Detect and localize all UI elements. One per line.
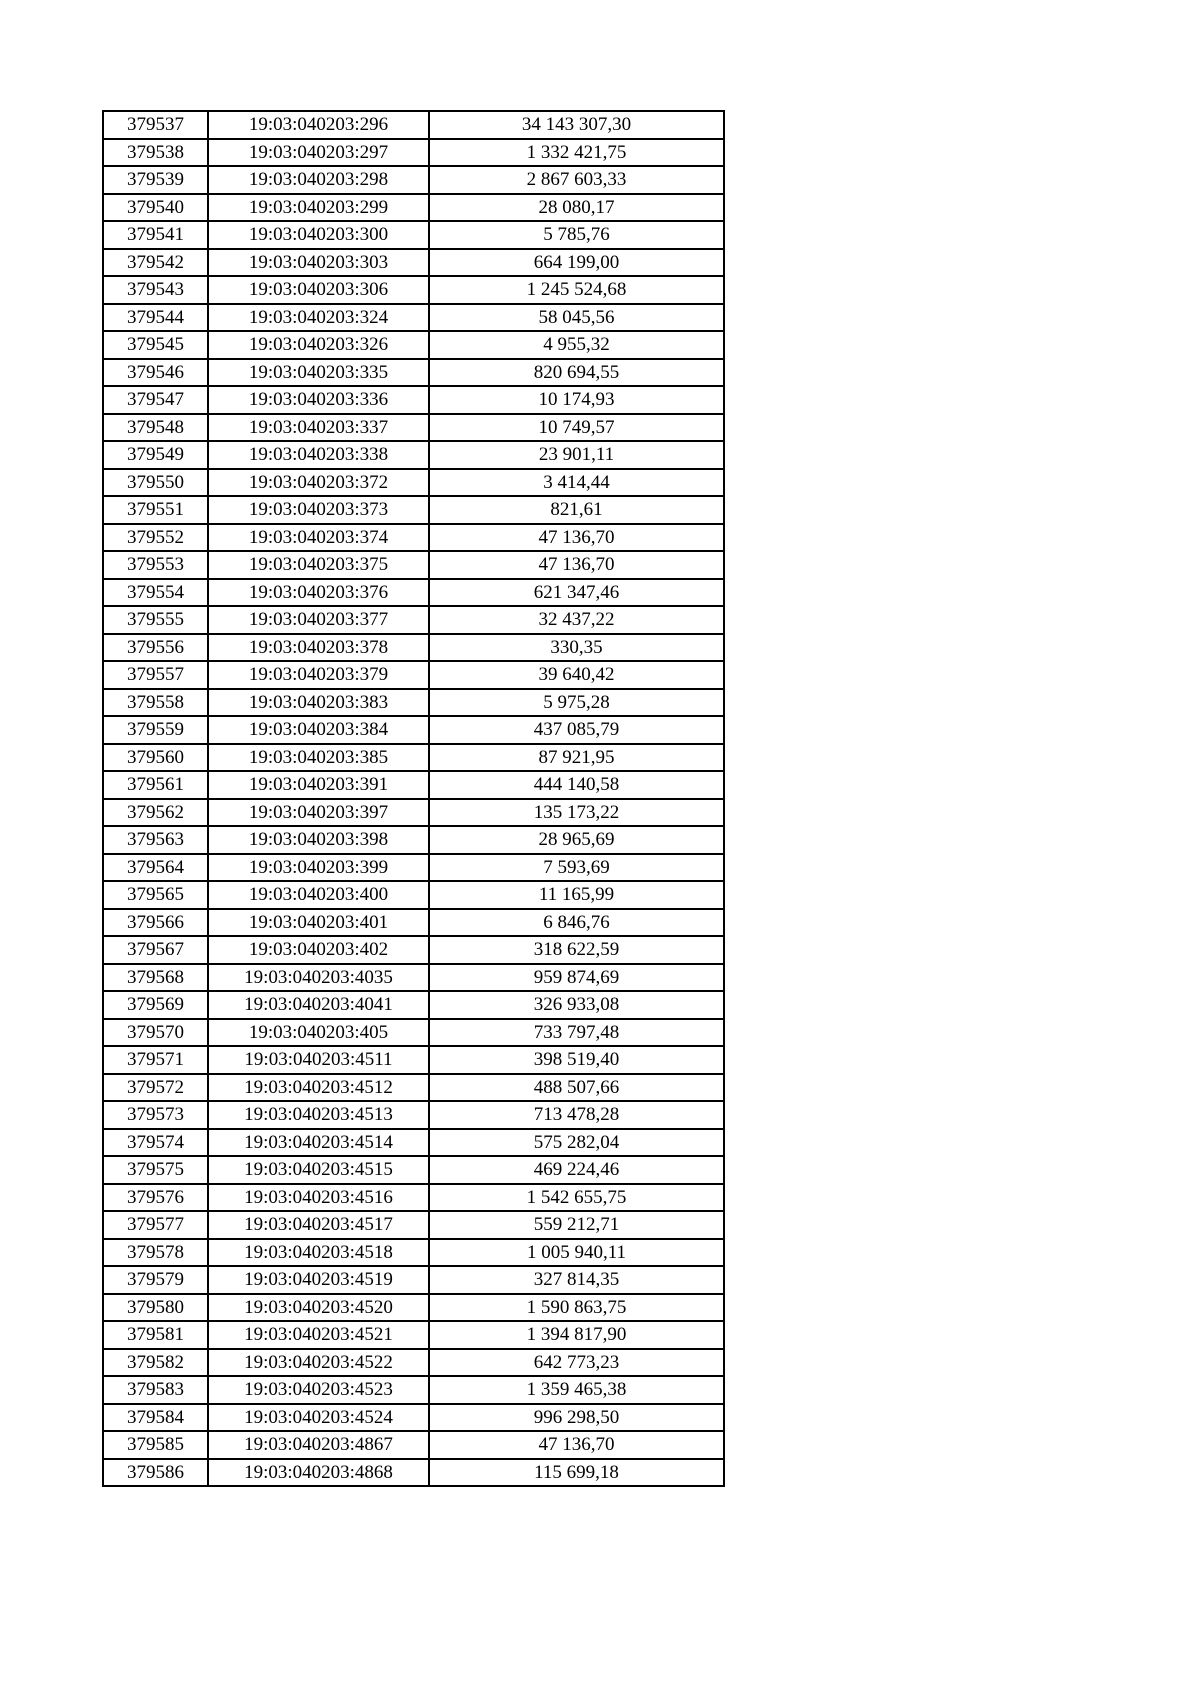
cadastral-value-cell: 135 173,22 — [429, 799, 724, 827]
table-row — [103, 1266, 724, 1294]
cadastral-number-cell: 19:03:040203:383 — [208, 689, 429, 717]
cadastral-number-cell: 19:03:040203:384 — [208, 716, 429, 744]
row-number-cell: 379550 — [103, 469, 208, 497]
cadastral-number-cell: 19:03:040203:4035 — [208, 964, 429, 992]
cadastral-number-cell: 19:03:040203:297 — [208, 139, 429, 167]
cadastral-value-cell: 32 437,22 — [429, 606, 724, 634]
cadastral-number-cell: 19:03:040203:4041 — [208, 991, 429, 1019]
cadastral-value-cell: 2 867 603,33 — [429, 166, 724, 194]
table-row — [103, 441, 724, 469]
row-number-cell: 379563 — [103, 826, 208, 854]
table-row — [103, 964, 724, 992]
row-number-cell: 379539 — [103, 166, 208, 194]
table-row — [103, 936, 724, 964]
row-number-cell: 379552 — [103, 524, 208, 552]
cadastral-number-cell: 19:03:040203:4513 — [208, 1101, 429, 1129]
cadastral-value-cell: 1 332 421,75 — [429, 139, 724, 167]
cadastral-value-cell: 1 542 655,75 — [429, 1184, 724, 1212]
cadastral-value-cell: 115 699,18 — [429, 1459, 724, 1487]
cadastral-value-cell: 330,35 — [429, 634, 724, 662]
table-row — [103, 634, 724, 662]
cadastral-number-cell: 19:03:040203:397 — [208, 799, 429, 827]
cadastral-number-cell: 19:03:040203:338 — [208, 441, 429, 469]
row-number-cell: 379546 — [103, 359, 208, 387]
cadastral-value-table — [102, 110, 725, 1487]
cadastral-value-cell: 11 165,99 — [429, 881, 724, 909]
cadastral-number-cell: 19:03:040203:372 — [208, 469, 429, 497]
cadastral-number-cell: 19:03:040203:4524 — [208, 1404, 429, 1432]
table-row — [103, 1431, 724, 1459]
cadastral-number-cell: 19:03:040203:300 — [208, 221, 429, 249]
row-number-cell: 379560 — [103, 744, 208, 772]
table-row — [103, 689, 724, 717]
table-row — [103, 359, 724, 387]
cadastral-value-cell: 1 245 524,68 — [429, 276, 724, 304]
cadastral-value-cell: 28 965,69 — [429, 826, 724, 854]
cadastral-number-cell: 19:03:040203:4518 — [208, 1239, 429, 1267]
cadastral-value-cell: 437 085,79 — [429, 716, 724, 744]
table-row — [103, 661, 724, 689]
cadastral-value-cell: 10 174,93 — [429, 386, 724, 414]
table-row — [103, 1349, 724, 1377]
row-number-cell: 379549 — [103, 441, 208, 469]
row-number-cell: 379565 — [103, 881, 208, 909]
cadastral-value-cell: 58 045,56 — [429, 304, 724, 332]
table-row — [103, 194, 724, 222]
row-number-cell: 379584 — [103, 1404, 208, 1432]
row-number-cell: 379566 — [103, 909, 208, 937]
cadastral-value-cell: 398 519,40 — [429, 1046, 724, 1074]
table-row — [103, 1129, 724, 1157]
table-row — [103, 1211, 724, 1239]
cadastral-value-cell: 642 773,23 — [429, 1349, 724, 1377]
cadastral-number-cell: 19:03:040203:4517 — [208, 1211, 429, 1239]
cadastral-number-cell: 19:03:040203:400 — [208, 881, 429, 909]
table-row — [103, 716, 724, 744]
row-number-cell: 379553 — [103, 551, 208, 579]
row-number-cell: 379556 — [103, 634, 208, 662]
table-row — [103, 799, 724, 827]
cadastral-value-cell: 327 814,35 — [429, 1266, 724, 1294]
table-row — [103, 166, 724, 194]
row-number-cell: 379567 — [103, 936, 208, 964]
cadastral-value-cell: 820 694,55 — [429, 359, 724, 387]
cadastral-value-cell: 3 414,44 — [429, 469, 724, 497]
cadastral-value-cell: 5 785,76 — [429, 221, 724, 249]
table-row — [103, 1156, 724, 1184]
table-row — [103, 1239, 724, 1267]
cadastral-number-cell: 19:03:040203:4516 — [208, 1184, 429, 1212]
cadastral-value-cell: 713 478,28 — [429, 1101, 724, 1129]
row-number-cell: 379576 — [103, 1184, 208, 1212]
cadastral-number-cell: 19:03:040203:4514 — [208, 1129, 429, 1157]
row-number-cell: 379585 — [103, 1431, 208, 1459]
cadastral-value-cell: 326 933,08 — [429, 991, 724, 1019]
table-row — [103, 524, 724, 552]
cadastral-value-cell: 575 282,04 — [429, 1129, 724, 1157]
row-number-cell: 379559 — [103, 716, 208, 744]
cadastral-number-cell: 19:03:040203:398 — [208, 826, 429, 854]
cadastral-number-cell: 19:03:040203:4868 — [208, 1459, 429, 1487]
row-number-cell: 379544 — [103, 304, 208, 332]
row-number-cell: 379542 — [103, 249, 208, 277]
cadastral-value-cell: 1 005 940,11 — [429, 1239, 724, 1267]
cadastral-number-cell: 19:03:040203:298 — [208, 166, 429, 194]
table-row — [103, 1046, 724, 1074]
cadastral-value-cell: 28 080,17 — [429, 194, 724, 222]
table-row — [103, 1101, 724, 1129]
row-number-cell: 379547 — [103, 386, 208, 414]
cadastral-value-cell: 4 955,32 — [429, 331, 724, 359]
cadastral-value-cell: 469 224,46 — [429, 1156, 724, 1184]
table-row — [103, 579, 724, 607]
row-number-cell: 379554 — [103, 579, 208, 607]
cadastral-number-cell: 19:03:040203:4522 — [208, 1349, 429, 1377]
cadastral-value-cell: 821,61 — [429, 496, 724, 524]
table-row — [103, 881, 724, 909]
row-number-cell: 379579 — [103, 1266, 208, 1294]
cadastral-value-cell: 5 975,28 — [429, 689, 724, 717]
cadastral-number-cell: 19:03:040203:4512 — [208, 1074, 429, 1102]
table-body — [103, 111, 724, 1486]
cadastral-value-cell: 1 359 465,38 — [429, 1376, 724, 1404]
cadastral-number-cell: 19:03:040203:336 — [208, 386, 429, 414]
row-number-cell: 379538 — [103, 139, 208, 167]
table-row — [103, 304, 724, 332]
row-number-cell: 379582 — [103, 1349, 208, 1377]
table-row — [103, 1376, 724, 1404]
cadastral-value-cell: 39 640,42 — [429, 661, 724, 689]
row-number-cell: 379577 — [103, 1211, 208, 1239]
table-row — [103, 909, 724, 937]
cadastral-number-cell: 19:03:040203:4511 — [208, 1046, 429, 1074]
row-number-cell: 379564 — [103, 854, 208, 882]
row-number-cell: 379572 — [103, 1074, 208, 1102]
cadastral-number-cell: 19:03:040203:306 — [208, 276, 429, 304]
row-number-cell: 379580 — [103, 1294, 208, 1322]
cadastral-number-cell: 19:03:040203:399 — [208, 854, 429, 882]
cadastral-value-cell: 488 507,66 — [429, 1074, 724, 1102]
row-number-cell: 379571 — [103, 1046, 208, 1074]
cadastral-value-cell: 47 136,70 — [429, 1431, 724, 1459]
cadastral-value-cell: 559 212,71 — [429, 1211, 724, 1239]
table-row — [103, 414, 724, 442]
table-row — [103, 1184, 724, 1212]
cadastral-number-cell: 19:03:040203:4867 — [208, 1431, 429, 1459]
cadastral-number-cell: 19:03:040203:379 — [208, 661, 429, 689]
cadastral-value-cell: 6 846,76 — [429, 909, 724, 937]
cadastral-value-cell: 959 874,69 — [429, 964, 724, 992]
cadastral-number-cell: 19:03:040203:337 — [208, 414, 429, 442]
cadastral-number-cell: 19:03:040203:4521 — [208, 1321, 429, 1349]
table-row — [103, 386, 724, 414]
row-number-cell: 379570 — [103, 1019, 208, 1047]
cadastral-value-cell: 1 590 863,75 — [429, 1294, 724, 1322]
row-number-cell: 379569 — [103, 991, 208, 1019]
row-number-cell: 379575 — [103, 1156, 208, 1184]
table-row — [103, 606, 724, 634]
cadastral-number-cell: 19:03:040203:405 — [208, 1019, 429, 1047]
table-row — [103, 1074, 724, 1102]
cadastral-value-cell: 996 298,50 — [429, 1404, 724, 1432]
cadastral-value-cell: 34 143 307,30 — [429, 111, 724, 139]
cadastral-value-cell: 47 136,70 — [429, 524, 724, 552]
table-row — [103, 496, 724, 524]
row-number-cell: 379573 — [103, 1101, 208, 1129]
row-number-cell: 379574 — [103, 1129, 208, 1157]
cadastral-number-cell: 19:03:040203:378 — [208, 634, 429, 662]
row-number-cell: 379555 — [103, 606, 208, 634]
table-row — [103, 854, 724, 882]
table-row — [103, 551, 724, 579]
row-number-cell: 379548 — [103, 414, 208, 442]
row-number-cell: 379540 — [103, 194, 208, 222]
cadastral-number-cell: 19:03:040203:299 — [208, 194, 429, 222]
cadastral-value-cell: 664 199,00 — [429, 249, 724, 277]
cadastral-value-cell: 87 921,95 — [429, 744, 724, 772]
cadastral-number-cell: 19:03:040203:4520 — [208, 1294, 429, 1322]
cadastral-value-cell: 23 901,11 — [429, 441, 724, 469]
row-number-cell: 379562 — [103, 799, 208, 827]
table-row — [103, 1019, 724, 1047]
table-row — [103, 331, 724, 359]
table-row — [103, 276, 724, 304]
table-row — [103, 111, 724, 139]
row-number-cell: 379543 — [103, 276, 208, 304]
cadastral-number-cell: 19:03:040203:4519 — [208, 1266, 429, 1294]
cadastral-number-cell: 19:03:040203:377 — [208, 606, 429, 634]
row-number-cell: 379568 — [103, 964, 208, 992]
row-number-cell: 379537 — [103, 111, 208, 139]
row-number-cell: 379541 — [103, 221, 208, 249]
cadastral-number-cell: 19:03:040203:373 — [208, 496, 429, 524]
row-number-cell: 379561 — [103, 771, 208, 799]
table-row — [103, 1459, 724, 1487]
table-row — [103, 469, 724, 497]
cadastral-value-cell: 7 593,69 — [429, 854, 724, 882]
table-row — [103, 744, 724, 772]
table-row — [103, 221, 724, 249]
cadastral-value-cell: 444 140,58 — [429, 771, 724, 799]
row-number-cell: 379581 — [103, 1321, 208, 1349]
table-row — [103, 1294, 724, 1322]
cadastral-value-cell: 47 136,70 — [429, 551, 724, 579]
row-number-cell: 379558 — [103, 689, 208, 717]
row-number-cell: 379551 — [103, 496, 208, 524]
cadastral-value-cell: 1 394 817,90 — [429, 1321, 724, 1349]
cadastral-number-cell: 19:03:040203:385 — [208, 744, 429, 772]
row-number-cell: 379583 — [103, 1376, 208, 1404]
row-number-cell: 379586 — [103, 1459, 208, 1487]
cadastral-number-cell: 19:03:040203:4515 — [208, 1156, 429, 1184]
cadastral-number-cell: 19:03:040203:335 — [208, 359, 429, 387]
table-row — [103, 1321, 724, 1349]
cadastral-value-cell: 621 347,46 — [429, 579, 724, 607]
cadastral-number-cell: 19:03:040203:4523 — [208, 1376, 429, 1404]
cadastral-number-cell: 19:03:040203:296 — [208, 111, 429, 139]
table-row — [103, 771, 724, 799]
table-row — [103, 1404, 724, 1432]
cadastral-number-cell: 19:03:040203:402 — [208, 936, 429, 964]
cadastral-number-cell: 19:03:040203:303 — [208, 249, 429, 277]
cadastral-number-cell: 19:03:040203:376 — [208, 579, 429, 607]
cadastral-number-cell: 19:03:040203:374 — [208, 524, 429, 552]
cadastral-number-cell: 19:03:040203:391 — [208, 771, 429, 799]
cadastral-value-cell: 10 749,57 — [429, 414, 724, 442]
cadastral-number-cell: 19:03:040203:401 — [208, 909, 429, 937]
row-number-cell: 379545 — [103, 331, 208, 359]
table-row — [103, 991, 724, 1019]
row-number-cell: 379578 — [103, 1239, 208, 1267]
cadastral-number-cell: 19:03:040203:326 — [208, 331, 429, 359]
cadastral-number-cell: 19:03:040203:324 — [208, 304, 429, 332]
table-row — [103, 826, 724, 854]
cadastral-value-cell: 733 797,48 — [429, 1019, 724, 1047]
table-row — [103, 249, 724, 277]
table-row — [103, 139, 724, 167]
row-number-cell: 379557 — [103, 661, 208, 689]
cadastral-number-cell: 19:03:040203:375 — [208, 551, 429, 579]
cadastral-value-cell: 318 622,59 — [429, 936, 724, 964]
